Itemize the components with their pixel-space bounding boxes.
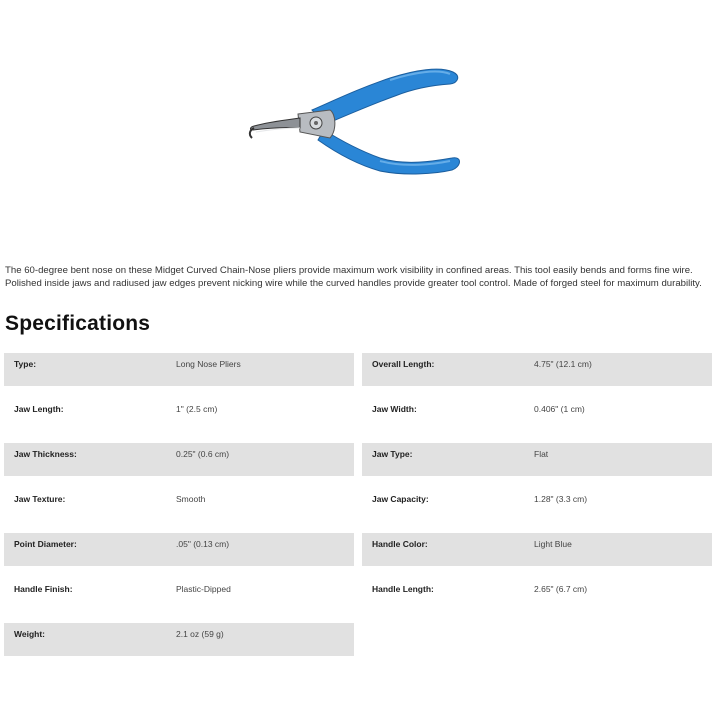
spec-value: Flat: [534, 449, 549, 459]
spec-label: Jaw Texture:: [14, 494, 66, 504]
specifications-table: [4, 353, 713, 668]
spec-row: [4, 353, 713, 386]
spec-row: [4, 398, 713, 431]
spec-row: [4, 488, 713, 521]
spec-cell: [4, 398, 354, 431]
spec-value: Long Nose Pliers: [176, 359, 241, 369]
spec-cell: [362, 443, 712, 476]
spec-label: Jaw Type:: [372, 449, 413, 459]
spec-value: 2.65" (6.7 cm): [534, 584, 588, 594]
spec-value: 4.75" (12.1 cm): [534, 359, 592, 369]
spec-cell-empty: [362, 623, 712, 656]
spec-label: Point Diameter:: [14, 539, 77, 549]
spec-cell: [4, 488, 354, 521]
spec-cell: [4, 353, 354, 386]
specifications-heading: Specifications: [5, 312, 151, 335]
spec-row: [4, 533, 713, 566]
spec-value: Light Blue: [534, 539, 572, 549]
spec-value: .05" (0.13 cm): [176, 539, 230, 549]
spec-value: Smooth: [176, 494, 206, 504]
spec-label: Jaw Length:: [14, 404, 64, 414]
spec-cell: [362, 578, 712, 611]
spec-value: 1" (2.5 cm): [176, 404, 218, 414]
lower-handle-shape: [318, 130, 460, 174]
spec-row: [4, 578, 713, 611]
spec-row: [4, 623, 713, 656]
spec-value: 0.25" (0.6 cm): [176, 449, 230, 459]
spec-cell: [4, 578, 354, 611]
spec-row: [4, 443, 713, 476]
spec-cell: [4, 443, 354, 476]
spec-label: Weight:: [14, 629, 46, 639]
spec-label: Handle Length:: [372, 584, 434, 594]
spec-label: Handle Finish:: [14, 584, 73, 594]
spec-value: Plastic-Dipped: [176, 584, 231, 594]
spec-cell: [362, 398, 712, 431]
spec-label: Handle Color:: [372, 539, 428, 549]
product-description: The 60-degree bent nose on these Midget Curved Chain-Nose pliers provide maximum work visibility in confined areas. This tool easily bends and forms fine wire. Polished inside jaws and radiused jaw edges prevent nicking wire while the curved handles provide greater tool control. Made of forged steel for maximum durability.: [5, 265, 702, 289]
spec-value: 0.406" (1 cm): [534, 404, 585, 414]
spec-label: Type:: [14, 359, 37, 369]
spec-cell: [362, 353, 712, 386]
pliers-product-image: [240, 58, 470, 183]
spec-cell: [362, 533, 712, 566]
spec-cell: [362, 488, 712, 521]
spec-label: Jaw Capacity:: [372, 494, 429, 504]
spec-label: Jaw Width:: [372, 404, 417, 414]
spec-value: 2.1 oz (59 g): [176, 629, 224, 639]
spec-cell: [4, 533, 354, 566]
spec-label: Overall Length:: [372, 359, 435, 369]
spec-label: Jaw Thickness:: [14, 449, 77, 459]
spec-cell: [4, 623, 354, 656]
spec-value: 1.28" (3.3 cm): [534, 494, 588, 504]
